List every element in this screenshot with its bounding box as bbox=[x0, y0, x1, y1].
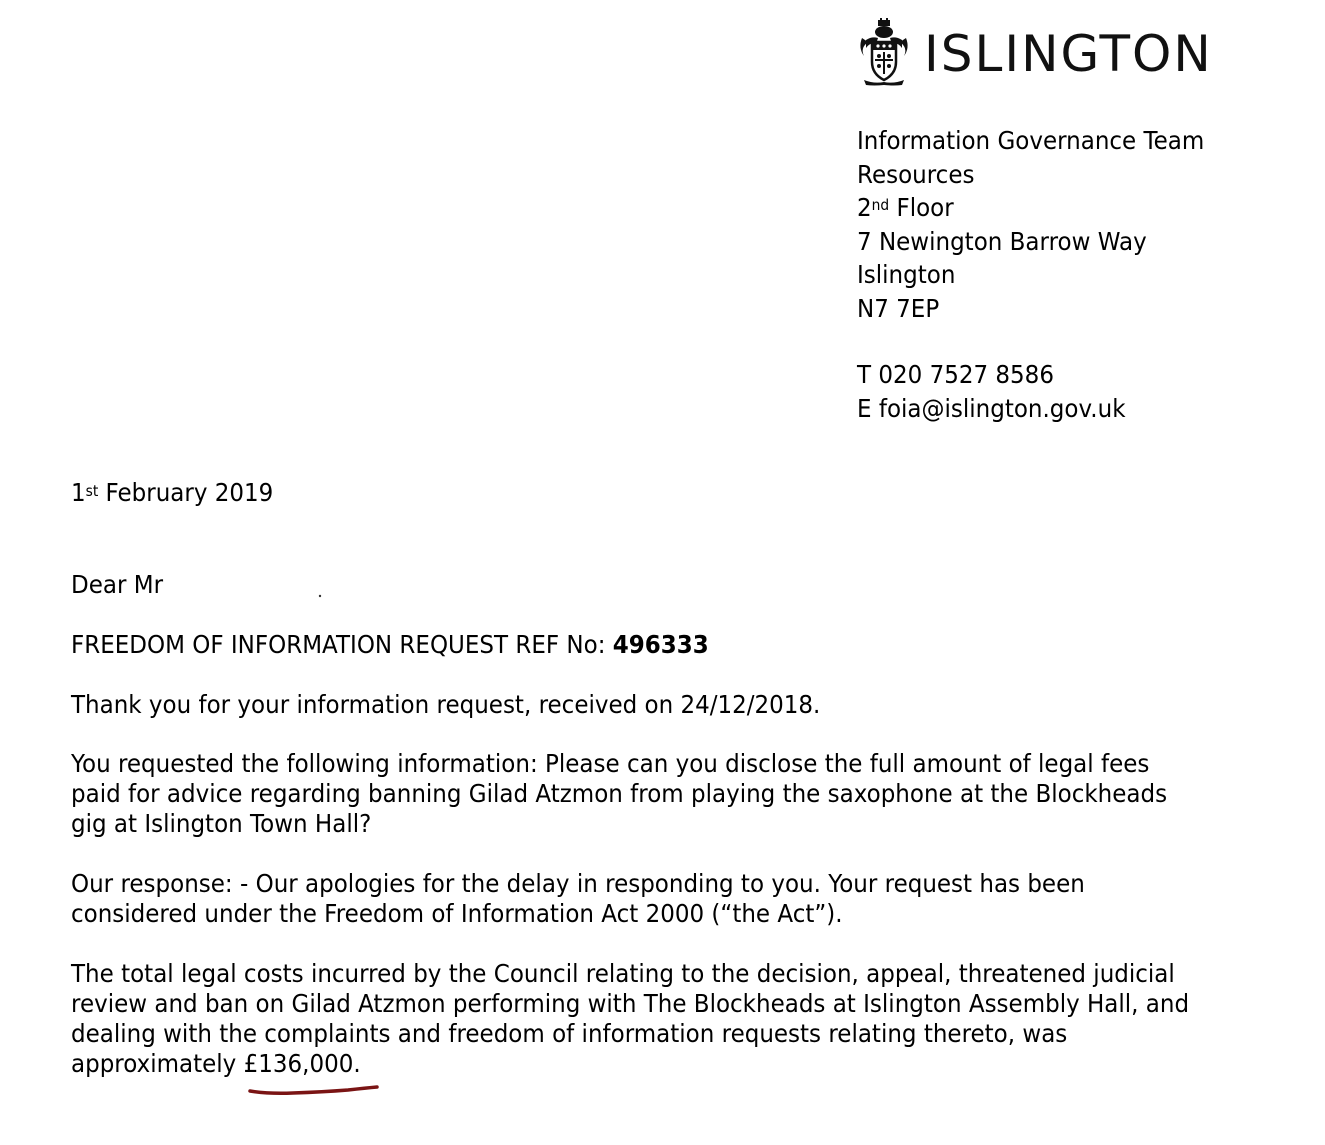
address-spacer bbox=[857, 325, 1204, 358]
reference-label: FREEDOM OF INFORMATION REQUEST REF No: bbox=[71, 630, 613, 659]
reference-number: 496333 bbox=[612, 630, 709, 659]
address-email: E foia@islington.gov.uk bbox=[857, 393, 1126, 423]
address-town: Islington bbox=[857, 260, 956, 289]
letter-date: 1st February 2019 bbox=[71, 478, 274, 507]
request-line: You requested the following information: Please can you disclose the full amount of legal fees bbox=[71, 749, 1150, 778]
paragraph-costs bbox=[71, 959, 1189, 1079]
costs-line: The total legal costs incurred by the Council relating to the decision, appeal, threatened judicial bbox=[71, 959, 1175, 988]
handwritten-underline bbox=[248, 1082, 380, 1098]
sender-address bbox=[857, 124, 1204, 425]
address-phone: T 020 7527 8586 bbox=[857, 360, 1054, 389]
address-team: Information Governance Team bbox=[857, 126, 1205, 155]
cost-amount: £136,000. bbox=[243, 1049, 361, 1078]
coat-of-arms-icon bbox=[858, 18, 910, 86]
address-street: 7 Newington Barrow Way bbox=[857, 226, 1147, 256]
address-postcode: N7 7EP bbox=[857, 293, 940, 323]
address-floor: 2nd Floor bbox=[857, 193, 954, 222]
address-department: Resources bbox=[857, 159, 975, 189]
response-line: considered under the Freedom of Information Act 2000 (“the Act”). bbox=[71, 899, 843, 928]
request-line: paid for advice regarding banning Gilad Atzmon from playing the saxophone at the Blockheads bbox=[71, 779, 1168, 808]
paragraph-request bbox=[71, 749, 1167, 839]
request-reference bbox=[71, 630, 709, 660]
redaction-mark bbox=[318, 594, 322, 598]
islington-logo bbox=[858, 16, 1213, 88]
costs-line: dealing with the complaints and freedom of information requests relating thereto, was bbox=[71, 1019, 1068, 1048]
request-line: gig at Islington Town Hall? bbox=[71, 809, 372, 838]
response-line: Our response: - Our apologies for the delay in responding to you. Your request has been bbox=[71, 869, 1085, 898]
costs-line: review and ban on Gilad Atzmon performing with The Blockheads at Islington Assembly Hall, and bbox=[71, 989, 1190, 1018]
costs-line-final: approximately £136,000. bbox=[71, 1049, 361, 1078]
salutation: Dear Mr bbox=[71, 570, 164, 599]
paragraph-thanks: Thank you for your information request, received on 24/12/2018. bbox=[71, 690, 821, 719]
paragraph-response bbox=[71, 869, 1085, 929]
logo-wordmark: ISLINGTON bbox=[924, 25, 1213, 83]
